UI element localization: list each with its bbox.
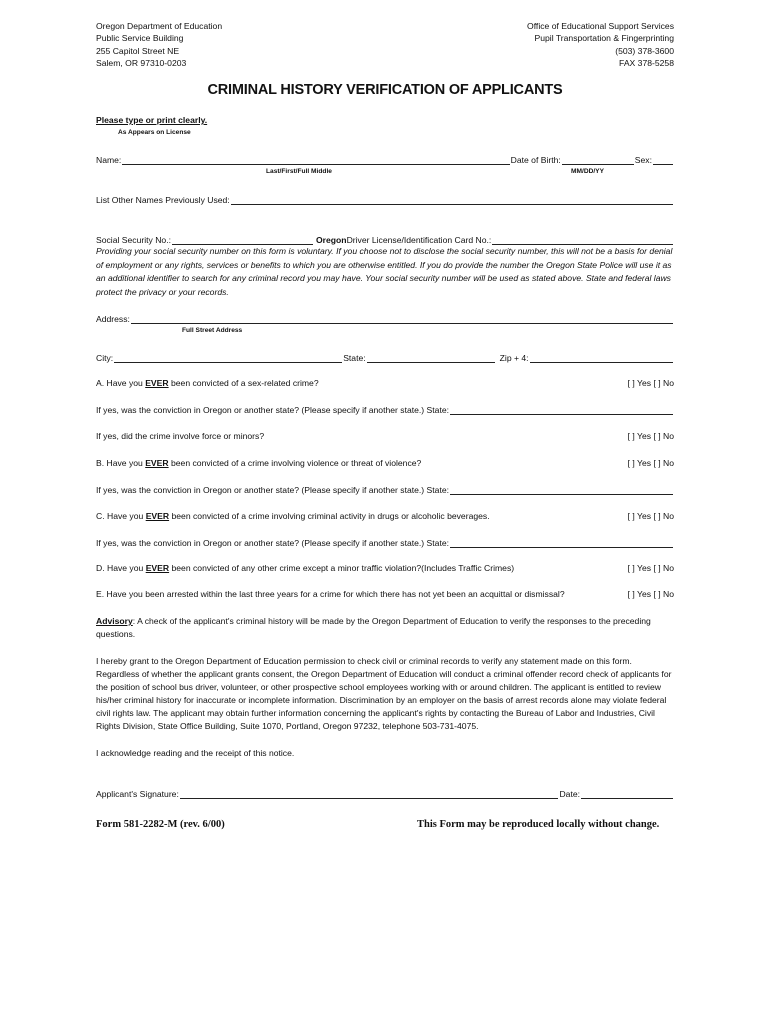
- question-a-state-field[interactable]: [450, 406, 673, 415]
- question-b-yes-no[interactable]: [ ] Yes [ ] No: [627, 458, 674, 468]
- address-sub: Full Street Address: [182, 327, 243, 334]
- date-field[interactable]: [581, 790, 673, 799]
- ever-emphasis: EVER: [145, 563, 170, 573]
- question-c-state-row: [96, 536, 674, 548]
- state-label: State:: [343, 353, 366, 363]
- other-names-label: List Other Names Previously Used:: [96, 195, 230, 205]
- form-title: CRIMINAL HISTORY VERIFICATION OF APPLICANTS: [207, 82, 563, 98]
- agency-line: Public Service Building: [96, 33, 184, 44]
- license-label: Driver License/Identification Card No.:: [346, 235, 492, 245]
- question-c-yes-no[interactable]: [ ] Yes [ ] No: [627, 511, 674, 521]
- state-followup-label: If yes, was the conviction in Oregon or another state? (Please specify if another state.) State:: [96, 538, 450, 548]
- ever-emphasis: EVER: [145, 458, 169, 468]
- question-a: [96, 378, 319, 388]
- question-a-force-yes-no[interactable]: [ ] Yes [ ] No: [627, 431, 674, 441]
- oregon-word: Oregon: [316, 235, 347, 245]
- ssn-label: Social Security No.:: [96, 235, 171, 245]
- reproduction-note: This Form may be reproduced locally without change.: [417, 819, 660, 830]
- state-followup-label: If yes, was the conviction in Oregon or another state? (Please specify if another state.) State:: [96, 485, 450, 495]
- sex-label: Sex:: [634, 155, 652, 165]
- acknowledgement: I acknowledge reading and the receipt of this notice.: [96, 748, 295, 758]
- city-field[interactable]: [114, 354, 342, 363]
- advisory-label: Advisory: [96, 616, 133, 626]
- address-field[interactable]: [131, 315, 673, 324]
- city-row: [96, 351, 674, 363]
- instructions: Please type or print clearly.: [96, 115, 208, 125]
- instructions-sub: As Appears on License: [118, 129, 191, 136]
- question-a-pre: A. Have you: [96, 378, 146, 388]
- ssn-row: [96, 233, 674, 245]
- question-d: [96, 563, 514, 573]
- question-d-post: been convicted of any other crime except a minor traffic violation?(Includes Traffic Crimes): [169, 563, 515, 573]
- other-names-field[interactable]: [231, 196, 673, 205]
- question-a-post: been convicted of a sex-related crime?: [168, 378, 319, 388]
- ssn-field[interactable]: [172, 236, 313, 245]
- dob-label: Date of Birth:: [510, 155, 561, 165]
- question-e-yes-no[interactable]: [ ] Yes [ ] No: [627, 589, 674, 599]
- question-b: [96, 458, 421, 468]
- date-label: Date:: [559, 789, 580, 799]
- zip-field[interactable]: [530, 354, 673, 363]
- name-sub: Last/First/Full Middle: [266, 168, 332, 175]
- signature-label: Applicant's Signature:: [96, 789, 179, 799]
- name-field[interactable]: [122, 156, 509, 165]
- question-b-pre: B. Have you: [96, 458, 146, 468]
- state-field[interactable]: [367, 354, 495, 363]
- question-a-yes-no[interactable]: [ ] Yes [ ] No: [627, 378, 674, 388]
- dob-sub: MM/DD/YY: [571, 168, 604, 175]
- question-b-state-field[interactable]: [450, 486, 673, 495]
- agency-line: 255 Capitol Street NE: [96, 45, 180, 56]
- question-b-state-row: [96, 483, 674, 495]
- office-line: Office of Educational Support Services: [527, 21, 674, 31]
- question-a-state-row: [96, 403, 674, 415]
- question-c-post: been convicted of a crime involving criminal activity in drugs or alcoholic beverages.: [169, 511, 490, 521]
- office-line: (503) 378-3600: [615, 45, 674, 56]
- form-number: Form 581-2282-M (rev. 6/00): [96, 819, 225, 830]
- other-names-row: [96, 193, 674, 205]
- question-c-pre: C. Have you: [96, 511, 146, 521]
- name-row: [96, 153, 674, 165]
- sex-field[interactable]: [653, 156, 673, 165]
- question-a-force: If yes, did the crime involve force or minors?: [96, 431, 265, 441]
- agency-line: Salem, OR 97310-0203: [96, 58, 187, 69]
- ever-emphasis: EVER: [145, 378, 169, 388]
- signature-row: [96, 787, 674, 799]
- agency-line: Oregon Department of Education: [96, 21, 223, 31]
- office-line: Pupil Transportation & Fingerprinting: [534, 33, 674, 44]
- consent-paragraph: I hereby grant to the Oregon Department of Education permission to check civil or criminal records to verify any statement made on this form. Regardless of whether the applicant grants consent, the Oregon Department of Education will conduct a criminal offender record check of applicants for the position of school bus driver, volunteer, or other prospective school employees working with or around children. The applicant is entitled to review his/her criminal history for inaccurate or incomplete information. Discrimination by an employer on the basis of arrest records alone may violate federal civil rights law. The applicant may obtain further information concerning the applicant's rights by contacting the Bureau of Labor and Industries, Civil Rights Division, State Office Building, Suite 1070, Portland, Oregon 97232, telephone 503-731-4075.: [96, 656, 672, 732]
- state-followup-label: If yes, was the conviction in Oregon or another state? (Please specify if another state.) State:: [96, 405, 450, 415]
- advisory-text: : A check of the applicant's criminal history will be made by the Oregon Department of Education to verify the responses to the preceding questions.: [96, 616, 651, 640]
- question-b-post: been convicted of a crime involving violence or threat of violence?: [168, 458, 422, 468]
- ever-emphasis: EVER: [145, 511, 170, 521]
- ssn-notice: Providing your social security number on this form is voluntary. If you choose not to disclose the social security number, this will not be a basis for denial of employment or any rights, services or benefits to which you are otherwise entitled. If you do provide the number the Oregon State Police will use it as an additional identifier to search for any criminal record you may have. Your social security number will be used as stated above. State and federal laws protect the privacy or your records.: [96, 246, 673, 297]
- question-c: [96, 511, 490, 521]
- question-d-pre: D. Have you: [96, 563, 146, 573]
- address-row: [96, 312, 674, 324]
- question-e: E. Have you been arrested within the last three years for a crime for which there has not yet been an acquittal or dismissal?: [96, 589, 565, 599]
- license-field[interactable]: [492, 236, 673, 245]
- address-label: Address:: [96, 314, 130, 324]
- agency-address: [96, 20, 222, 70]
- question-c-state-field[interactable]: [450, 539, 673, 548]
- name-label: Name:: [96, 155, 122, 165]
- signature-field[interactable]: [180, 790, 559, 799]
- office-line: FAX 378-5258: [619, 58, 674, 69]
- office-contact: [527, 20, 674, 70]
- zip-label: Zip + 4:: [499, 353, 529, 363]
- advisory: [96, 615, 676, 641]
- dob-field[interactable]: [562, 156, 634, 165]
- question-d-yes-no[interactable]: [ ] Yes [ ] No: [627, 563, 674, 573]
- city-label: City:: [96, 353, 114, 363]
